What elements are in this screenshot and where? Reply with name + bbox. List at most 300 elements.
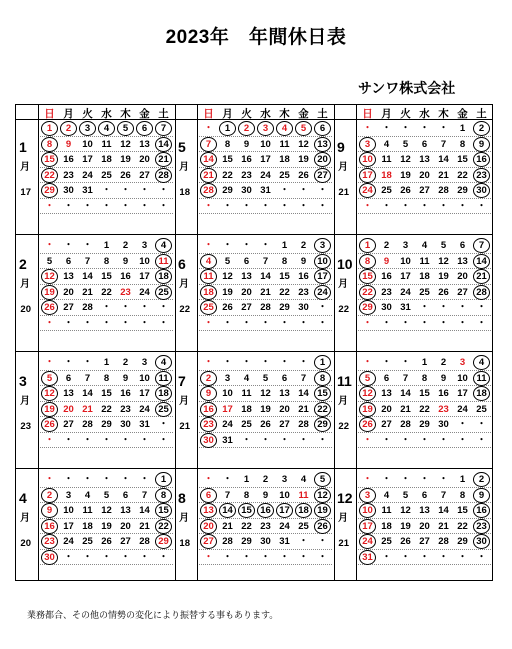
day-cell: 15 xyxy=(222,154,233,165)
day-cell: ・ xyxy=(44,474,55,485)
day-cell: ・ xyxy=(381,434,392,446)
day-cell: 11 xyxy=(158,255,169,267)
day-cell: ・ xyxy=(203,551,214,563)
holiday-circle xyxy=(257,503,274,518)
day-cell: 14 xyxy=(82,388,93,399)
day-cell: 3 xyxy=(84,123,91,134)
day-cell: 12 xyxy=(438,255,449,267)
day-cell: 20 xyxy=(139,154,150,165)
day-cell: 13 xyxy=(457,255,468,267)
day-cell: 28 xyxy=(139,536,150,547)
label-divider xyxy=(356,105,357,580)
day-cell: 6 xyxy=(65,372,72,384)
day-cell: ・ xyxy=(381,357,392,368)
day-cell: 9 xyxy=(262,489,269,501)
day-cell: 25 xyxy=(279,169,290,181)
day-cell: 12 xyxy=(44,388,55,399)
day-cell: 25 xyxy=(241,419,252,430)
day-cell: 16 xyxy=(120,271,131,282)
day-cell: 17 xyxy=(362,169,373,181)
day-cell: 5 xyxy=(46,372,53,384)
day-cell: 9 xyxy=(440,372,447,384)
day-cell: 23 xyxy=(476,520,487,532)
holiday-circle xyxy=(314,355,331,370)
day-cell: 26 xyxy=(260,419,271,430)
holiday-circle xyxy=(314,168,331,183)
holiday-circle xyxy=(41,269,58,284)
day-cell: 18 xyxy=(279,154,290,165)
day-cell: 8 xyxy=(281,255,288,267)
weekday-header: 火 xyxy=(241,108,252,120)
weekday-header: 土 xyxy=(158,108,169,120)
day-cell: ・ xyxy=(362,434,373,446)
holiday-circle xyxy=(200,300,217,315)
day-cell: ・ xyxy=(203,123,214,134)
day-cell: ・ xyxy=(63,551,74,563)
day-cell: 24 xyxy=(362,536,373,547)
day-cell: ・ xyxy=(158,200,169,212)
working-days-count: 22 xyxy=(338,304,349,315)
day-cell: 24 xyxy=(260,169,271,181)
day-cell: ・ xyxy=(419,302,430,313)
day-cell: 11 xyxy=(203,271,214,282)
day-cell: ・ xyxy=(362,357,373,368)
day-cell: ・ xyxy=(203,357,214,368)
day-cell: 15 xyxy=(44,154,55,165)
day-cell: 21 xyxy=(298,403,309,415)
day-cell: 18 xyxy=(381,169,392,181)
day-cell: ・ xyxy=(400,317,411,329)
day-cell: 7 xyxy=(205,138,212,150)
day-cell: 16 xyxy=(120,388,131,399)
day-cell: ・ xyxy=(457,302,468,313)
day-cell: 24 xyxy=(139,286,150,298)
day-cell: ・ xyxy=(44,200,55,212)
day-cell: 7 xyxy=(262,255,269,267)
holiday-circle xyxy=(200,269,217,284)
day-cell: 16 xyxy=(476,154,487,165)
day-cell: 9 xyxy=(300,255,307,267)
weekday-header: 金 xyxy=(298,108,309,120)
day-cell: ・ xyxy=(298,357,309,368)
day-cell: 28 xyxy=(82,419,93,430)
day-cell: 5 xyxy=(103,489,110,501)
day-cell: 22 xyxy=(457,169,468,181)
day-cell: 29 xyxy=(101,419,112,430)
day-cell: ・ xyxy=(400,123,411,134)
month-divider xyxy=(175,234,334,235)
holiday-circle xyxy=(359,300,376,315)
day-cell: 12 xyxy=(298,138,309,150)
day-cell: 4 xyxy=(205,255,212,267)
day-cell: ・ xyxy=(82,240,93,251)
weekday-header: 月 xyxy=(381,108,392,120)
day-cell: 11 xyxy=(419,255,430,267)
day-cell: 2 xyxy=(65,123,72,134)
holiday-circle xyxy=(473,121,490,136)
day-cell: 6 xyxy=(319,123,326,134)
day-cell: 25 xyxy=(381,185,392,196)
holiday-circle xyxy=(276,121,293,136)
day-cell: 21 xyxy=(158,154,169,165)
day-cell: 24 xyxy=(400,286,411,298)
day-cell: 20 xyxy=(203,520,214,532)
day-cell: 4 xyxy=(84,489,91,501)
day-cell: 31 xyxy=(82,185,93,196)
day-cell: ・ xyxy=(457,434,468,446)
day-cell: 14 xyxy=(400,388,411,399)
day-cell: 22 xyxy=(419,403,430,415)
day-cell: 19 xyxy=(44,286,55,298)
holiday-circle xyxy=(314,519,331,534)
month-suffix: 月 xyxy=(20,396,30,407)
holiday-circle xyxy=(41,121,58,136)
holiday-circle xyxy=(41,417,58,432)
day-cell: ・ xyxy=(139,551,150,563)
day-cell: 30 xyxy=(476,536,487,547)
day-cell: ・ xyxy=(298,536,309,547)
month-divider xyxy=(175,351,334,352)
day-cell: 30 xyxy=(438,419,449,430)
holiday-circle xyxy=(473,355,490,370)
day-cell: 21 xyxy=(260,286,271,298)
day-cell: 25 xyxy=(158,403,169,415)
day-cell: 4 xyxy=(160,357,167,368)
weekday-header: 金 xyxy=(139,108,150,120)
day-cell: 26 xyxy=(438,286,449,298)
day-cell: 27 xyxy=(317,169,328,181)
month-suffix: 月 xyxy=(338,162,348,173)
day-cell: 11 xyxy=(101,138,112,150)
holiday-circle xyxy=(98,121,115,136)
day-cell: 9 xyxy=(46,505,53,516)
day-cell: ・ xyxy=(120,551,131,563)
day-cell: 17 xyxy=(279,505,290,516)
day-cell: 8 xyxy=(46,138,53,150)
weekday-header: 金 xyxy=(457,108,468,120)
day-cell: 29 xyxy=(317,419,328,430)
day-cell: 29 xyxy=(457,536,468,547)
day-cell: ・ xyxy=(279,200,290,212)
day-cell: 18 xyxy=(158,271,169,282)
day-cell: ・ xyxy=(317,536,328,547)
holiday-circle xyxy=(200,503,217,518)
day-cell: 17 xyxy=(82,154,93,165)
day-cell: 13 xyxy=(381,388,392,399)
day-cell: ・ xyxy=(139,317,150,329)
day-cell: ・ xyxy=(222,240,233,251)
day-cell: 3 xyxy=(364,138,371,150)
day-cell: ・ xyxy=(362,200,373,212)
day-cell: 18 xyxy=(82,520,93,532)
day-cell: 20 xyxy=(63,286,74,298)
holiday-circle xyxy=(314,402,331,417)
holiday-circle xyxy=(200,285,217,300)
day-cell: 30 xyxy=(44,551,55,563)
weekday-header: 木 xyxy=(120,108,131,120)
holiday-circle xyxy=(155,355,172,370)
day-cell: 9 xyxy=(122,255,129,267)
day-cell: 24 xyxy=(139,403,150,415)
day-cell: 11 xyxy=(279,138,290,150)
day-cell: ・ xyxy=(279,551,290,563)
day-cell: ・ xyxy=(260,240,271,251)
day-cell: ・ xyxy=(419,474,430,485)
day-cell: ・ xyxy=(203,474,214,485)
day-cell: 13 xyxy=(279,388,290,399)
day-cell: 22 xyxy=(241,520,252,532)
day-cell: 31 xyxy=(279,536,290,547)
day-cell: 11 xyxy=(476,372,487,384)
day-cell: 11 xyxy=(298,489,309,501)
day-cell: 22 xyxy=(317,403,328,415)
weekday-header: 日 xyxy=(362,108,373,120)
day-cell: 14 xyxy=(222,505,233,516)
day-cell: 23 xyxy=(260,520,271,532)
day-cell: 24 xyxy=(457,403,468,415)
day-cell: ・ xyxy=(438,123,449,134)
month-suffix: 月 xyxy=(179,513,189,524)
day-cell: ・ xyxy=(222,474,233,485)
day-cell: 4 xyxy=(383,138,390,150)
working-days-count: 22 xyxy=(179,304,190,315)
holiday-circle xyxy=(473,534,490,549)
day-cell: 5 xyxy=(402,489,409,501)
column-divider xyxy=(334,105,335,580)
day-cell: ・ xyxy=(279,434,290,446)
day-cell: 12 xyxy=(362,388,373,399)
day-cell: 29 xyxy=(222,185,233,196)
holiday-circle xyxy=(314,121,331,136)
holiday-circle xyxy=(359,183,376,198)
month-number: 8 xyxy=(178,489,186,506)
day-cell: ・ xyxy=(241,357,252,368)
holiday-circle xyxy=(200,519,217,534)
holiday-circle xyxy=(473,183,490,198)
day-cell: 23 xyxy=(120,286,131,298)
day-cell: 5 xyxy=(262,372,269,384)
day-cell: 16 xyxy=(260,505,271,516)
company-name: サンワ株式会社 xyxy=(358,80,456,96)
day-cell: 21 xyxy=(82,403,93,415)
day-cell: 8 xyxy=(243,489,250,501)
holiday-circle xyxy=(41,402,58,417)
day-cell: 7 xyxy=(440,489,447,501)
month-divider xyxy=(16,234,175,235)
day-cell: 2 xyxy=(243,123,250,134)
holiday-circle xyxy=(60,121,77,136)
day-cell: 3 xyxy=(459,357,466,368)
holiday-circle xyxy=(359,137,376,152)
day-cell: ・ xyxy=(362,123,373,134)
day-cell: 10 xyxy=(63,505,74,516)
day-cell: 17 xyxy=(317,271,328,282)
day-cell: 24 xyxy=(82,169,93,181)
day-cell: 2 xyxy=(300,240,307,251)
day-cell: ・ xyxy=(158,419,169,430)
month-suffix: 月 xyxy=(338,396,348,407)
day-cell: 4 xyxy=(243,372,250,384)
day-cell: 12 xyxy=(222,271,233,282)
working-days-count: 23 xyxy=(20,421,31,432)
header-divider xyxy=(16,119,492,120)
day-cell: ・ xyxy=(317,317,328,329)
day-cell: 3 xyxy=(141,240,148,251)
day-cell: 30 xyxy=(203,434,214,446)
day-cell: ・ xyxy=(419,434,430,446)
day-cell: 19 xyxy=(222,286,233,298)
day-cell: 1 xyxy=(103,240,110,251)
holiday-circle xyxy=(359,519,376,534)
day-cell: 15 xyxy=(419,388,430,399)
working-days-count: 20 xyxy=(20,304,31,315)
day-cell: 19 xyxy=(400,520,411,532)
day-cell: ・ xyxy=(63,200,74,212)
holiday-circle xyxy=(473,488,490,503)
holiday-circle xyxy=(200,183,217,198)
day-cell: ・ xyxy=(438,551,449,563)
day-cell: 22 xyxy=(101,403,112,415)
holiday-circle xyxy=(200,402,217,417)
day-cell: 16 xyxy=(298,271,309,282)
day-cell: ・ xyxy=(298,185,309,196)
day-cell: 17 xyxy=(457,388,468,399)
day-cell: 1 xyxy=(319,357,326,368)
day-cell: 9 xyxy=(478,138,485,150)
holiday-circle xyxy=(473,503,490,518)
holiday-circle xyxy=(79,121,96,136)
month-number: 12 xyxy=(337,489,353,506)
day-cell: ・ xyxy=(438,474,449,485)
holiday-circle xyxy=(473,285,490,300)
day-cell: 29 xyxy=(419,419,430,430)
day-cell: 13 xyxy=(139,138,150,150)
day-cell: 21 xyxy=(222,520,233,532)
day-cell: 10 xyxy=(82,138,93,150)
day-cell: 7 xyxy=(141,489,148,501)
day-cell: 3 xyxy=(319,240,326,251)
day-cell: ・ xyxy=(457,317,468,329)
day-cell: 19 xyxy=(101,520,112,532)
holiday-circle xyxy=(314,472,331,487)
holiday-circle xyxy=(155,519,172,534)
day-cell: 6 xyxy=(141,123,148,134)
day-cell: 27 xyxy=(139,169,150,181)
month-divider xyxy=(334,351,493,352)
month-number: 4 xyxy=(19,489,27,506)
holiday-circle xyxy=(155,371,172,386)
day-cell: ・ xyxy=(158,302,169,313)
day-cell: ・ xyxy=(139,434,150,446)
day-cell: 16 xyxy=(44,520,55,532)
day-cell: 23 xyxy=(381,286,392,298)
day-cell: 18 xyxy=(476,388,487,399)
month-suffix: 月 xyxy=(338,279,348,290)
working-days-count: 22 xyxy=(338,421,349,432)
day-cell: ・ xyxy=(101,551,112,563)
day-cell: 26 xyxy=(298,169,309,181)
holiday-circle xyxy=(155,168,172,183)
day-cell: 11 xyxy=(381,505,392,516)
day-cell: 26 xyxy=(362,419,373,430)
holiday-circle xyxy=(276,503,293,518)
holiday-circle xyxy=(117,121,134,136)
holiday-circle xyxy=(359,550,376,565)
day-cell: ・ xyxy=(317,185,328,196)
day-cell: ・ xyxy=(438,200,449,212)
holiday-circle xyxy=(314,254,331,269)
day-cell: 21 xyxy=(438,169,449,181)
day-cell: 23 xyxy=(44,536,55,547)
day-cell: ・ xyxy=(260,200,271,212)
day-cell: 9 xyxy=(243,138,250,150)
weekday-header: 木 xyxy=(438,108,449,120)
day-cell: 13 xyxy=(419,154,430,165)
day-cell: 5 xyxy=(122,123,129,134)
working-days-count: 18 xyxy=(179,538,190,549)
day-cell: 25 xyxy=(203,302,214,313)
day-cell: 18 xyxy=(381,520,392,532)
day-cell: ・ xyxy=(63,240,74,251)
day-cell: 6 xyxy=(243,255,250,267)
day-cell: 7 xyxy=(402,372,409,384)
day-cell: ・ xyxy=(476,551,487,563)
month-suffix: 月 xyxy=(20,162,30,173)
day-cell: ・ xyxy=(279,357,290,368)
day-cell: 28 xyxy=(438,536,449,547)
day-cell: 9 xyxy=(478,489,485,501)
holiday-circle xyxy=(359,269,376,284)
day-cell: ・ xyxy=(63,317,74,329)
day-cell: ・ xyxy=(120,474,131,485)
working-days-count: 18 xyxy=(179,187,190,198)
day-cell: 11 xyxy=(158,372,169,384)
day-cell: 6 xyxy=(421,138,428,150)
day-cell: 15 xyxy=(317,388,328,399)
month-number: 3 xyxy=(19,372,27,389)
day-cell: 26 xyxy=(400,536,411,547)
holiday-circle xyxy=(359,168,376,183)
day-cell: ・ xyxy=(381,317,392,329)
day-cell: 18 xyxy=(158,388,169,399)
day-cell: 25 xyxy=(419,286,430,298)
holiday-circle xyxy=(155,254,172,269)
holiday-circle xyxy=(473,269,490,284)
day-cell: 30 xyxy=(298,302,309,313)
day-cell: 21 xyxy=(203,169,214,181)
day-cell: 2 xyxy=(205,372,212,384)
day-cell: ・ xyxy=(362,317,373,329)
day-cell: 24 xyxy=(63,536,74,547)
day-cell: ・ xyxy=(457,419,468,430)
day-cell: ・ xyxy=(298,434,309,446)
day-cell: 30 xyxy=(241,185,252,196)
holiday-circle xyxy=(359,417,376,432)
day-cell: 22 xyxy=(44,169,55,181)
month-suffix: 月 xyxy=(179,279,189,290)
day-cell: 13 xyxy=(317,138,328,150)
day-cell: 27 xyxy=(203,536,214,547)
day-cell: 3 xyxy=(262,123,269,134)
day-cell: 12 xyxy=(101,505,112,516)
day-cell: ・ xyxy=(139,185,150,196)
day-cell: ・ xyxy=(260,317,271,329)
day-cell: 8 xyxy=(319,372,326,384)
working-days-count: 20 xyxy=(20,538,31,549)
day-cell: ・ xyxy=(419,551,430,563)
holiday-circle xyxy=(314,152,331,167)
day-cell: 19 xyxy=(362,403,373,415)
